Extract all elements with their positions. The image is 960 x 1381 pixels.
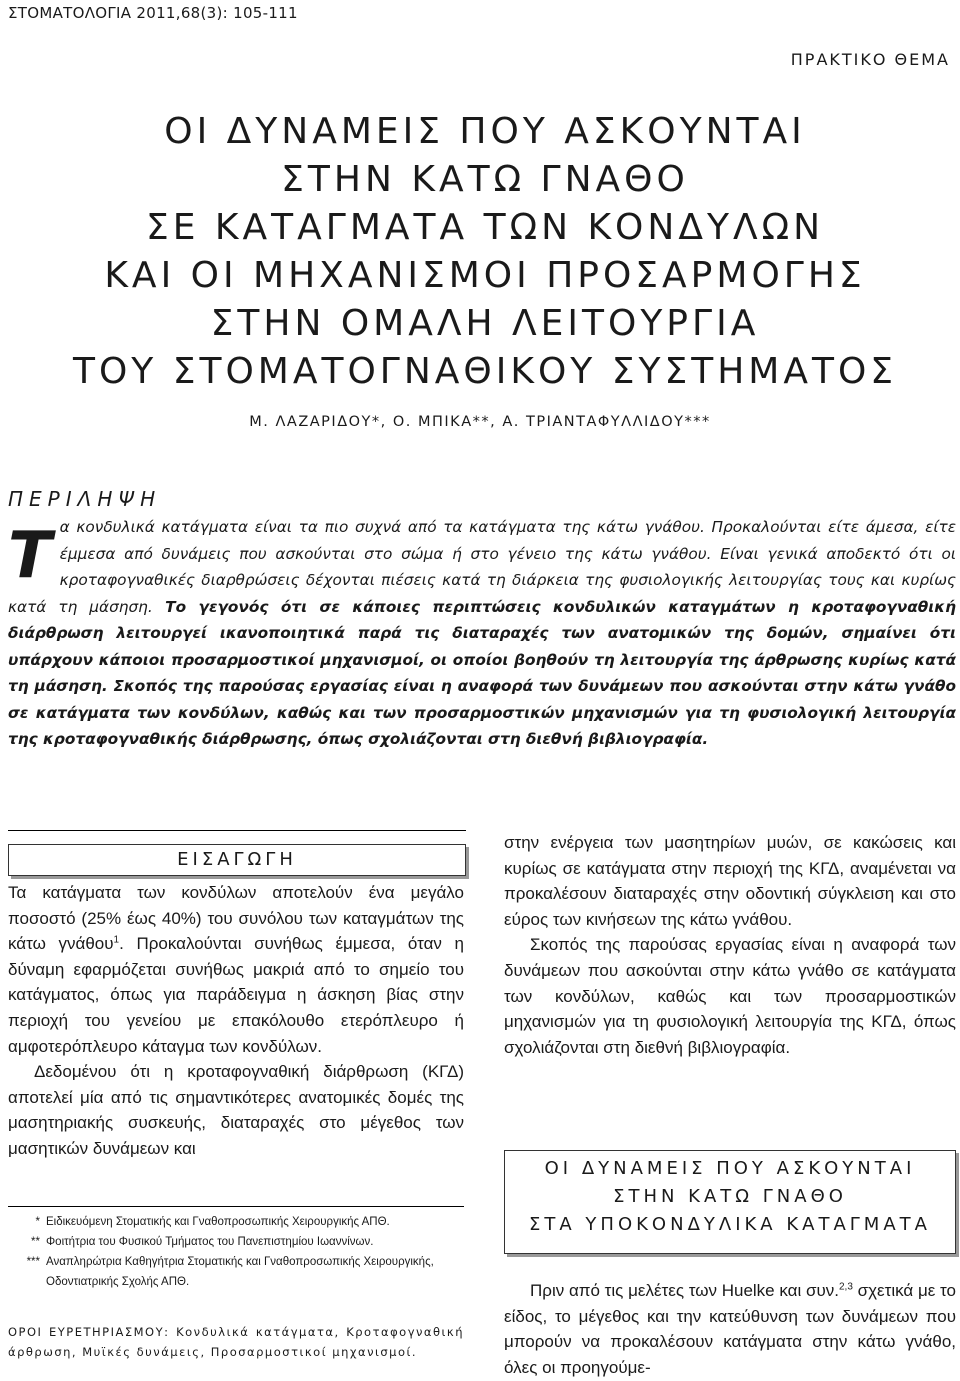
- intro-text: Τα κατάγματα των κονδύλων αποτελούν ένα μεγάλο ποσοστό (25% έως 40%) του συνόλου των καταγμάτων της κάτω γνάθου: [8, 883, 464, 954]
- subsection-heading-line: ΟΙ ΔΥΝΑΜΕΙΣ ΠΟΥ ΑΣΚΟΥΝΤΑΙ: [544, 1158, 916, 1179]
- journal-citation: ΣΤΟΜΑΤΟΛΟΓΙΑ 2011,68(3): 105-111: [8, 4, 298, 22]
- footnote-divider: [8, 1206, 464, 1207]
- subsection-heading-line: ΣΤΑ ΥΠΟΚΟΝΔΥΛΙΚΑ ΚΑΤΑΓΜΑΤΑ: [529, 1214, 931, 1235]
- title-line: ΣΕ ΚΑΤΑΓΜΑΤΑ ΤΩΝ ΚΟΝΔΥΛΩΝ: [145, 207, 825, 248]
- footnote-text: Ειδικευόμενη Στοματικής και Γναθοπροσωπικής Χειρουργικής ΑΠΘ.: [46, 1216, 390, 1228]
- abstract-heading: ΠΕΡΙΛΗΨΗ: [8, 487, 162, 511]
- right-paragraph-2: Σκοπός της παρούσας εργασίας είναι η αναφορά των δυνάμεων που ασκούνται στην κάτω γνάθο σε κατάγματα των κονδύλων, καθώς και των προσαρμοστικών μηχανισμών για τη φυσιολογική λειτουργία της ΚΓΔ, όπως σχολιάζονται στη διεθνή βιβλιογραφία.: [504, 935, 956, 1057]
- right-column: [504, 830, 956, 1060]
- intro-text: . Προκαλούνται συνήθως έμμεσα, όταν η δύναμη εφαρμόζεται συνήθως μακριά από το σημείο του κατάγματος, όπως για παράδειγμα η άσκηση βίας στην περιοχή του γενείου με επακόλουθο ετερόπλευρο ή αμφοτερόπλευρο κάταγμα των κονδύλων.: [8, 934, 464, 1056]
- footnote: [8, 1212, 464, 1232]
- subsection-text: σχετικά με το είδος, το μέγεθος και την κατεύθυνση των δυνάμεων που μπορούν να προκαλέσουν κατάγματα στην κάτω γνάθο, όλες οι προηγούμε-: [504, 1281, 956, 1377]
- footnote-mark: **: [31, 1236, 40, 1248]
- keywords: [8, 1322, 464, 1362]
- title-line: ΚΑΙ ΟΙ ΜΗΧΑΝΙΣΜΟΙ ΠΡΟΣΑΡΜΟΓΗΣ: [104, 255, 866, 296]
- intro-heading: ΕΙΣΑΓΩΓΗ: [177, 849, 297, 870]
- article-title: [60, 108, 910, 396]
- subsection-text: Πριν από τις μελέτες των Huelke και συν.: [530, 1281, 839, 1300]
- citation-ref: 1: [113, 934, 120, 946]
- author-list: Μ. ΛΑΖΑΡΙΔΟΥ*, Ο. ΜΠΙΚΑ**, Α. ΤΡΙΑΝΤΑΦΥΛΛΙΔΟΥ***: [249, 414, 711, 430]
- abstract-lead: α κονδυλικά κατάγματα είναι τα πιο συχνά από τα κατάγματα της κάτω γνάθου. Προκαλούνται είτε άμεσα, είτε έμμεσα από δυνάμεις που ασκούνται στο σώμα ή στο γένειο της κάτω γνάθου. Είναι γενικά αποδεκτό ότι οι κροταφογναθικές διαρθρώσεις δέχονται πιέσεις κατά τη διάρκεια της φυσιολογικής λειτουργίας τους και κυρίως κατά τη μάσηση.: [8, 518, 956, 616]
- intro-column: [8, 880, 464, 1162]
- section-divider: [8, 830, 466, 831]
- title-line: ΣΤΗΝ ΚΑΤΩ ΓΝΑΘΟ: [281, 159, 689, 200]
- intro-paragraph-2: Δεδομένου ότι η κροταφογναθική διάρθρωση (ΚΓΔ) αποτελεί μία από τις σημαντικότερες ανατομικές δομές της μασητηριακής συσκευής, διαταραχές στο μέγεθος των μασητικών δυνάμεων και: [8, 1062, 464, 1158]
- footnote-mark: ***: [26, 1256, 40, 1268]
- citation-ref: 2,3: [839, 1281, 853, 1293]
- abstract-body: [8, 514, 956, 753]
- subsection-column: [504, 1278, 956, 1380]
- footnote: [8, 1232, 464, 1252]
- keywords-label: ΟΡΟΙ ΕΥΡΕΤΗΡΙΑΣΜΟΥ:: [8, 1325, 170, 1339]
- drop-cap: Τ: [8, 519, 52, 593]
- footnote-text: Αναπληρώτρια Καθηγήτρια Στοματικής και Γναθοπροσωπικής Χειρουργικής, Οδοντιατρικής Σχολής ΑΠΘ.: [46, 1256, 434, 1288]
- title-line: ΤΟΥ ΣΤΟΜΑΤΟΓΝΑΘΙΚΟΥ ΣΥΣΤΗΜΑΤΟΣ: [72, 351, 898, 392]
- intro-paragraph-1: [8, 880, 464, 1059]
- right-paragraph-1: στην ενέργεια των μασητηρίων μυών, σε κακώσεις και κυρίως σε κατάγματα στην περιοχή της ΚΓΔ, αναμένεται να προκαλέσουν διαταραχές στην οδοντική σύγκλειση και στο εύρος των κινήσεων της κάτω γνάθου.: [504, 833, 956, 929]
- subsection-heading-line: ΣΤΗΝ ΚΑΤΩ ΓΝΑΘΟ: [613, 1186, 847, 1207]
- keywords-text: Κονδυλικά κατάγματα, Κροταφογναθική άρθρωση, Μυϊκές δυνάμεις, Προσαρμοστικοί μηχανισμοί.: [8, 1325, 464, 1359]
- subsection-heading-box: [504, 1150, 956, 1254]
- intro-heading-box: [8, 844, 466, 876]
- footnotes: [8, 1212, 464, 1292]
- title-line: ΣΤΗΝ ΟΜΑΛΗ ΛΕΙΤΟΥΡΓΙΑ: [210, 303, 760, 344]
- abstract-rest: Το γεγονός ότι σε κάποιες περιπτώσεις κονδυλικών καταγμάτων η κροταφογναθική διάρθρωση λειτουργεί ικανοποιητικά παρά τις διαταραχές των ανατομικών της δομών, σημαίνει ότι υπάρχουν κάποιοι προσαρμοστικοί μηχανισμοί, οι οποίοι βοηθούν τη λειτουργία της άρθρωσης κυρίως κατά τη μάσηση. Σκοπός της παρούσας εργασίας είναι η αναφορά των δυνάμεων που ασκούνται στην κάτω γνάθο σε κατάγματα των κονδύλων, καθώς και των προσαρμοστικών μηχανισμών για τη φυσιολογική λειτουργία της κροταφογναθικής διάρθρωσης, όπως σχολιάζονται στη διεθνή βιβλιογραφία.: [8, 597, 956, 748]
- footnote: [8, 1252, 464, 1292]
- title-line: ΟΙ ΔΥΝΑΜΕΙΣ ΠΟΥ ΑΣΚΟΥΝΤΑΙ: [164, 111, 806, 152]
- subsection-paragraph: [504, 1278, 956, 1380]
- footnote-text: Φοιτήτρια του Φυσικού Τμήματος του Πανεπιστημίου Ιωαννίνων.: [46, 1236, 374, 1248]
- footnote-mark: *: [35, 1216, 40, 1228]
- article-type: ΠΡΑΚΤΙΚΟ ΘΕΜΑ: [790, 50, 950, 69]
